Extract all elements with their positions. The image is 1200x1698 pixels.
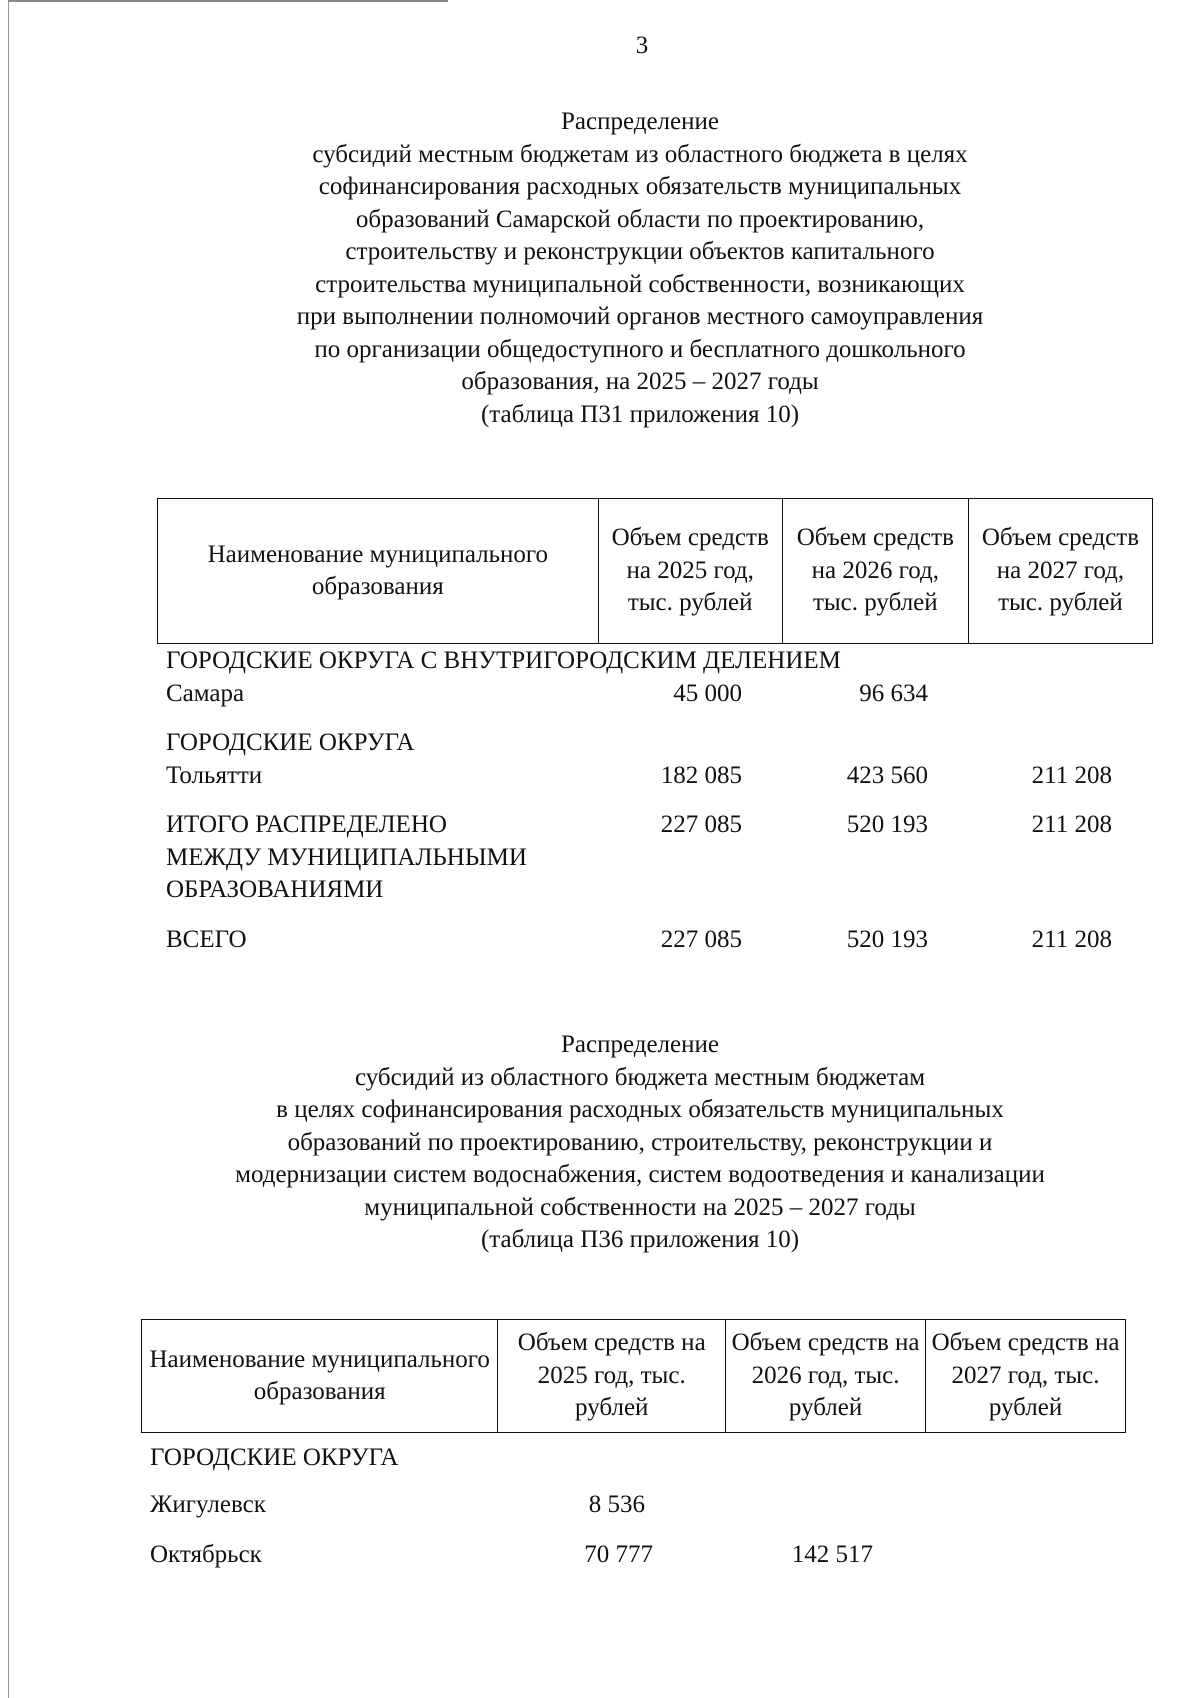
value-2025: 227 085: [660, 926, 742, 953]
table2-header: [141, 1319, 1126, 1433]
table1-header: [157, 498, 1153, 644]
title-line: образования, на 2025 – 2027 годы: [461, 368, 819, 395]
value-2025: 45 000: [673, 680, 742, 707]
title-line: строительства муниципальной собственности, возникающих: [315, 270, 965, 298]
row-name-line: ИТОГО РАСПРЕДЕЛЕНО: [166, 811, 447, 838]
header-2027: Объем средств на 2027 год, тыс. рублей: [968, 499, 1152, 644]
value-2026: 520 193: [846, 811, 928, 838]
value-2026: 423 560: [846, 762, 928, 789]
value-2027: 211 208: [1031, 762, 1112, 789]
value-2026: 96 634: [859, 680, 928, 707]
header-2026: Объем средств на 2026 год, тыс. рублей: [782, 499, 968, 644]
title-line: софинансирования расходных обязательств муниципальных: [318, 173, 962, 200]
title-line: по организации общедоступного и бесплатного дошкольного: [314, 335, 966, 363]
header-2027: Объем средств на 2027 год, тыс. рублей: [926, 1320, 1126, 1433]
title-line: субсидий местным бюджетам из областного бюджета в целях: [312, 140, 968, 168]
group-heading: ГОРОДСКИЕ ОКРУГА: [150, 1444, 399, 1471]
value-2027: 211 208: [1031, 811, 1112, 838]
row-name-line: МЕЖДУ МУНИЦИПАЛЬНЫМИ: [166, 843, 527, 871]
title-line: (таблица П31 приложения 10): [480, 400, 800, 428]
title-line: Распределение: [561, 1031, 719, 1058]
header-2025: Объем средств на 2025 год, тыс. рублей: [498, 1320, 726, 1433]
title-line: модернизации систем водоснабжения, систем водоотведения и канализации: [235, 1161, 1045, 1188]
header-2026: Объем средств на 2026 год, тыс. рублей: [726, 1320, 926, 1433]
row-name: Тольятти: [166, 762, 263, 789]
title-line: образований по проектированию, строительству, реконструкции и: [287, 1128, 993, 1156]
title-line: субсидий из областного бюджета местным бюджетам: [354, 1063, 926, 1091]
value-2025: 227 085: [660, 811, 742, 838]
section1-title: [140, 106, 1140, 431]
header-name: Наименование муниципального образования: [158, 499, 599, 644]
title-line: муниципальной собственности на 2025 – 2027 годы: [364, 1193, 916, 1221]
title-line: Распределение: [561, 108, 719, 135]
title-line: образований Самарской области по проектированию,: [355, 205, 925, 233]
title-line: строительству и реконструкции объектов капитального: [345, 238, 935, 265]
section2-title: [140, 1029, 1140, 1257]
row-name: ВСЕГО: [166, 926, 247, 953]
row-name: Самара: [166, 680, 245, 707]
value-2026: 142 517: [791, 1541, 873, 1568]
row-name: Октябрьск: [150, 1541, 262, 1568]
value-2025: 182 085: [660, 762, 742, 789]
value-2025: 8 536: [588, 1491, 645, 1518]
scan-edge-top: [8, 0, 448, 2]
row-name: Жигулевск: [150, 1491, 266, 1518]
value-2026: 520 193: [846, 926, 928, 953]
title-line: (таблица П36 приложения 10): [480, 1226, 800, 1253]
row-name-line: ОБРАЗОВАНИЯМИ: [166, 876, 384, 903]
title-line: в целях софинансирования расходных обязательств муниципальных: [276, 1096, 1004, 1123]
group-heading: ГОРОДСКИЕ ОКРУГА: [166, 729, 415, 756]
value-2027: 211 208: [1031, 926, 1112, 953]
header-2025: Объем средств на 2025 год, тыс. рублей: [598, 499, 782, 644]
page-number: 3: [635, 32, 649, 59]
row-name: [166, 809, 527, 907]
header-name: Наименование муниципального образования: [142, 1320, 498, 1433]
title-line: при выполнении полномочий органов местного самоуправления: [296, 303, 984, 330]
scan-edge: [8, 0, 9, 1698]
value-2025: 70 777: [584, 1541, 653, 1568]
group-heading: ГОРОДСКИЕ ОКРУГА С ВНУТРИГОРОДСКИМ ДЕЛЕНИЕМ: [166, 647, 841, 674]
